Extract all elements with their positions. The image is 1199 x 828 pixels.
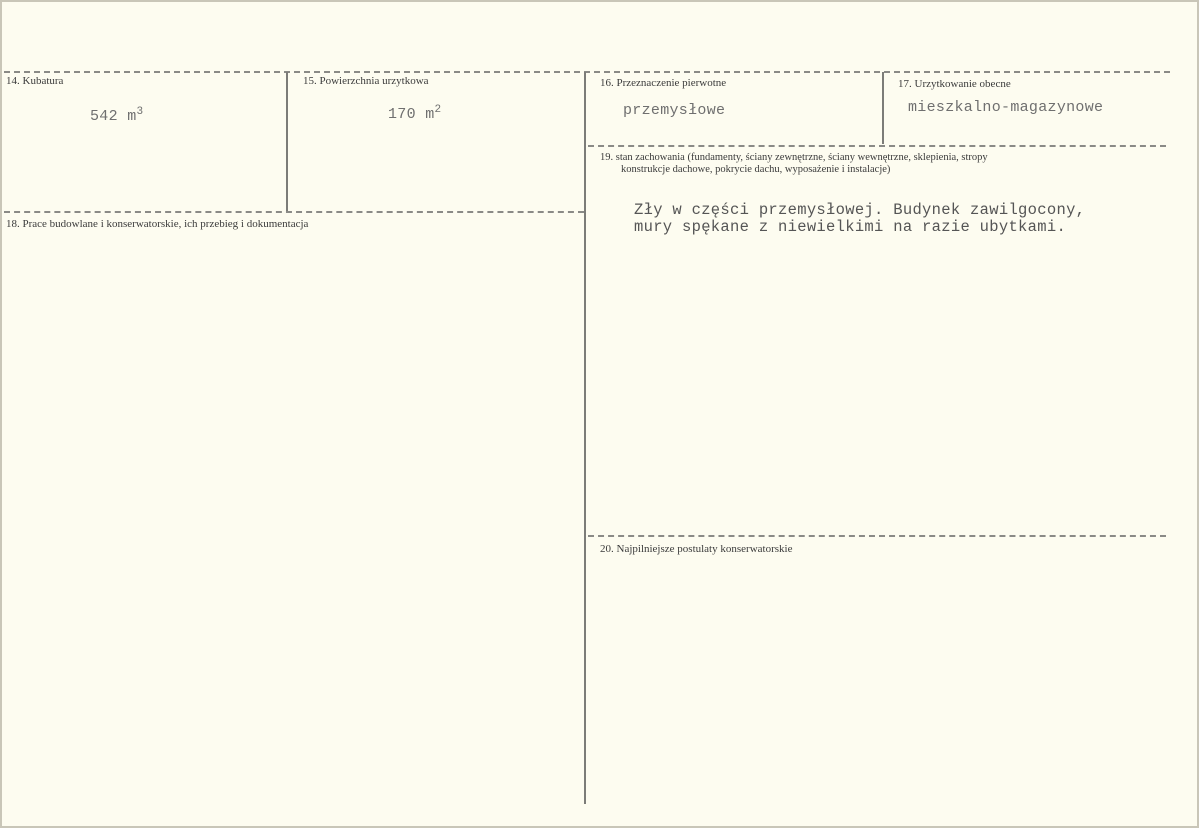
field-19-value-line1: Zły w części przemysłowej. Budynek zawilgocony,: [634, 201, 1086, 219]
field-18-label: 18. Prace budowlane i konserwatorskie, ich przebieg i dokumentacja: [6, 218, 309, 230]
field-14-value: 542 $m^3$: [90, 106, 144, 125]
top-rule: [4, 71, 1170, 73]
field-19-label-line2: konstrukcje dachowe, pokrycie dachu, wyposażenie i instalacje): [621, 164, 891, 175]
field-15-label: 15. Powierzchnia urzytkowa: [303, 75, 429, 87]
field-17-label: 17. Urzytkowanie obecne: [898, 78, 1011, 90]
field-19-value-line2: mury spękane z niewielkimi na razie ubytkami.: [634, 218, 1067, 236]
field-16-label: 16. Przeznaczenie pierwotne: [600, 77, 727, 89]
field-17-value: mieszkalno-magazynowe: [908, 99, 1104, 116]
divider-14-15: [286, 72, 288, 211]
field-19-label-line1: 19. stan zachowania (fundamenty, ściany zewnętrzne, ściany wewnętrzne, sklepienia, stropy: [600, 152, 988, 163]
rule-below-19: [588, 535, 1166, 537]
rule-below-16-17: [588, 145, 1166, 147]
divider-16-17: [882, 72, 884, 144]
center-divider: [584, 72, 586, 804]
field-14-label: 14. Kubatura: [6, 75, 64, 87]
rule-below-14-15: [4, 211, 584, 213]
field-16-value: przemysłowe: [623, 102, 726, 119]
field-15-value: 170 $m^2$: [388, 104, 442, 123]
field-20-label: 20. Najpilniejsze postulaty konserwatorskie: [600, 543, 793, 555]
